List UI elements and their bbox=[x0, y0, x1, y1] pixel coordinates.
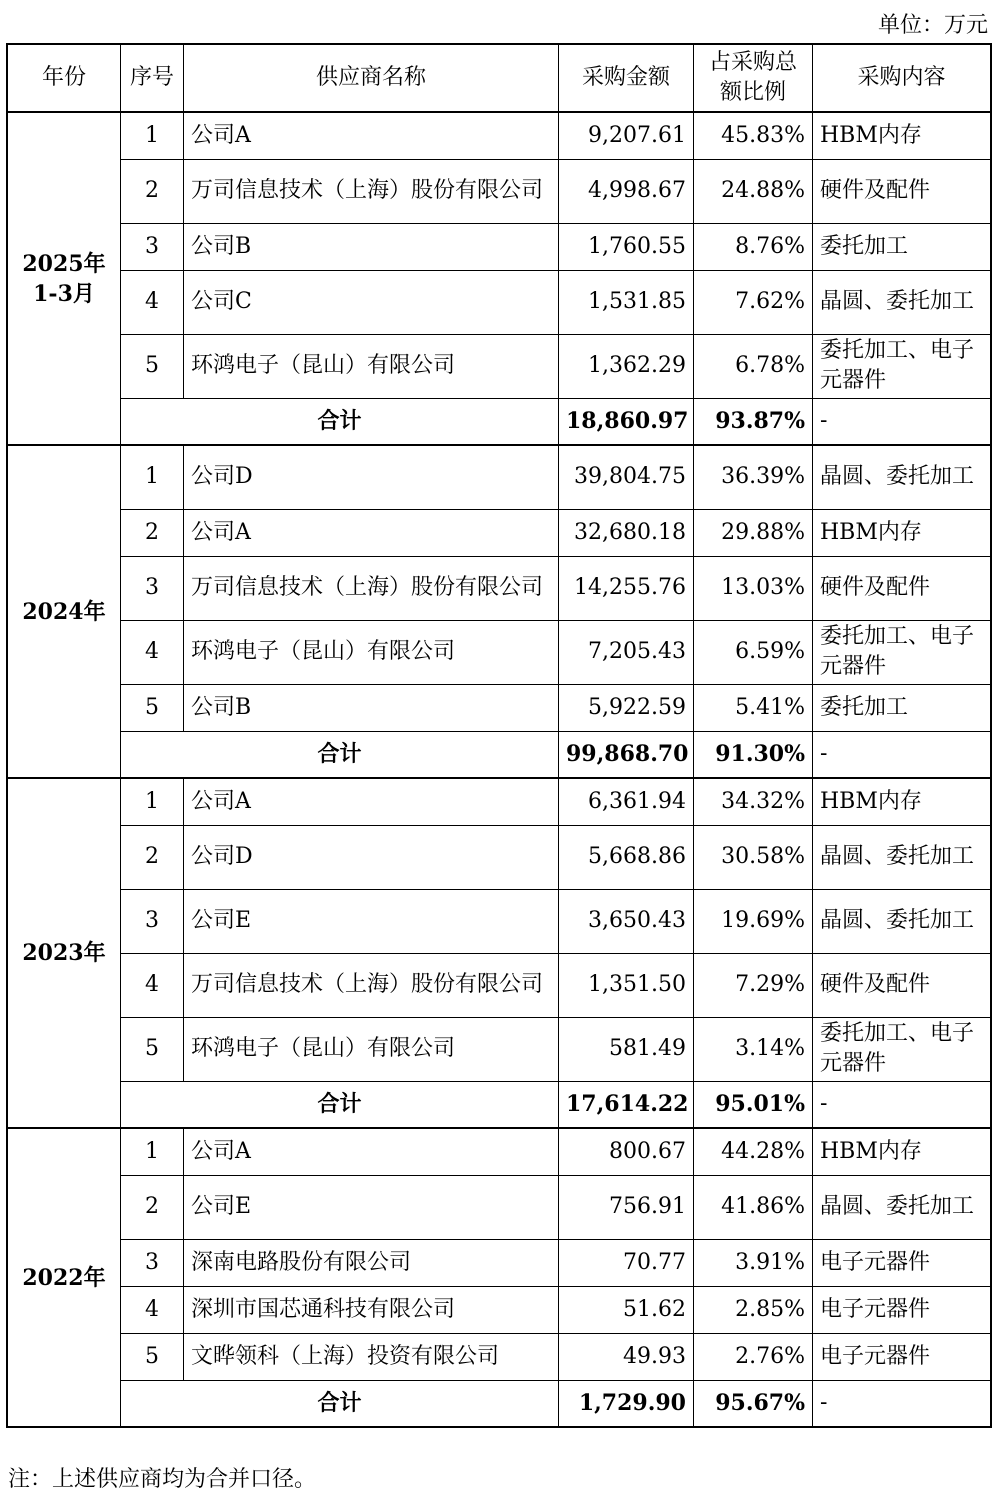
purchase-amount: 1,362.29 bbox=[559, 334, 694, 398]
year-cell: 2025年 1-3月 bbox=[7, 112, 121, 445]
supplier-name: 文晔领科（上海）投资有限公司 bbox=[184, 1333, 559, 1380]
total-row bbox=[7, 1081, 991, 1128]
purchase-pct: 44.28% bbox=[694, 1128, 813, 1175]
purchase-amount: 1,531.85 bbox=[559, 270, 694, 334]
purchase-pct: 7.62% bbox=[694, 270, 813, 334]
row-number: 2 bbox=[121, 509, 184, 556]
purchase-content: 电子元器件 bbox=[813, 1333, 992, 1380]
total-label: 合计 bbox=[121, 398, 559, 445]
purchase-pct: 6.78% bbox=[694, 334, 813, 398]
total-amount: 99,868.70 bbox=[559, 731, 694, 778]
supplier-name: 环鸿电子（昆山）有限公司 bbox=[184, 334, 559, 398]
supplier-name: 万司信息技术（上海）股份有限公司 bbox=[184, 953, 559, 1017]
purchase-amount: 581.49 bbox=[559, 1017, 694, 1081]
purchase-content: 电子元器件 bbox=[813, 1286, 992, 1333]
purchase-pct: 6.59% bbox=[694, 620, 813, 684]
total-content: - bbox=[813, 1081, 992, 1128]
row-number: 3 bbox=[121, 889, 184, 953]
supplier-name: 公司A bbox=[184, 778, 559, 825]
row-number: 4 bbox=[121, 620, 184, 684]
purchase-amount: 1,760.55 bbox=[559, 223, 694, 270]
row-number: 3 bbox=[121, 1239, 184, 1286]
purchase-amount: 3,650.43 bbox=[559, 889, 694, 953]
year-cell: 2022年 bbox=[7, 1128, 121, 1427]
total-label: 合计 bbox=[121, 1380, 559, 1427]
row-number: 2 bbox=[121, 159, 184, 223]
purchase-amount: 1,351.50 bbox=[559, 953, 694, 1017]
row-number: 5 bbox=[121, 684, 184, 731]
purchase-content: 电子元器件 bbox=[813, 1239, 992, 1286]
table-row bbox=[7, 620, 991, 684]
supplier-name: 公司E bbox=[184, 1175, 559, 1239]
table-row bbox=[7, 509, 991, 556]
table-row bbox=[7, 1175, 991, 1239]
header-amount: 采购金额 bbox=[559, 44, 694, 112]
purchase-pct: 19.69% bbox=[694, 889, 813, 953]
purchase-content: 硬件及配件 bbox=[813, 556, 992, 620]
purchase-content: HBM内存 bbox=[813, 509, 992, 556]
supplier-name: 万司信息技术（上海）股份有限公司 bbox=[184, 159, 559, 223]
supplier-name: 公司C bbox=[184, 270, 559, 334]
purchase-amount: 4,998.67 bbox=[559, 159, 694, 223]
purchase-content: 晶圆、委托加工 bbox=[813, 445, 992, 509]
row-number: 3 bbox=[121, 556, 184, 620]
purchase-content: HBM内存 bbox=[813, 1128, 992, 1175]
purchase-pct: 36.39% bbox=[694, 445, 813, 509]
purchase-amount: 756.91 bbox=[559, 1175, 694, 1239]
table-row bbox=[7, 556, 991, 620]
row-number: 4 bbox=[121, 1286, 184, 1333]
purchase-content: 硬件及配件 bbox=[813, 953, 992, 1017]
table-row bbox=[7, 825, 991, 889]
row-number: 4 bbox=[121, 953, 184, 1017]
purchase-amount: 7,205.43 bbox=[559, 620, 694, 684]
row-number: 2 bbox=[121, 825, 184, 889]
purchase-content: 晶圆、委托加工 bbox=[813, 825, 992, 889]
supplier-name: 环鸿电子（昆山）有限公司 bbox=[184, 1017, 559, 1081]
supplier-name: 公司D bbox=[184, 825, 559, 889]
supplier-name: 公司E bbox=[184, 889, 559, 953]
purchase-amount: 800.67 bbox=[559, 1128, 694, 1175]
header-name: 供应商名称 bbox=[184, 44, 559, 112]
purchase-content: 硬件及配件 bbox=[813, 159, 992, 223]
row-number: 1 bbox=[121, 778, 184, 825]
purchase-amount: 5,922.59 bbox=[559, 684, 694, 731]
table-row bbox=[7, 223, 991, 270]
row-number: 5 bbox=[121, 1017, 184, 1081]
purchase-content: 委托加工 bbox=[813, 684, 992, 731]
purchase-amount: 6,361.94 bbox=[559, 778, 694, 825]
row-number: 1 bbox=[121, 112, 184, 159]
supplier-name: 环鸿电子（昆山）有限公司 bbox=[184, 620, 559, 684]
total-content: - bbox=[813, 398, 992, 445]
header-pct: 占采购总额比例 bbox=[694, 44, 813, 112]
total-label: 合计 bbox=[121, 731, 559, 778]
supplier-name: 公司B bbox=[184, 684, 559, 731]
total-row bbox=[7, 731, 991, 778]
row-number: 4 bbox=[121, 270, 184, 334]
table-row bbox=[7, 112, 991, 159]
purchase-amount: 70.77 bbox=[559, 1239, 694, 1286]
row-number: 5 bbox=[121, 1333, 184, 1380]
supplier-name: 公司A bbox=[184, 509, 559, 556]
year-cell: 2023年 bbox=[7, 778, 121, 1128]
purchase-content: 委托加工、电子元器件 bbox=[813, 1017, 992, 1081]
table-row bbox=[7, 159, 991, 223]
table-row bbox=[7, 684, 991, 731]
total-amount: 17,614.22 bbox=[559, 1081, 694, 1128]
purchase-pct: 24.88% bbox=[694, 159, 813, 223]
table-row bbox=[7, 445, 991, 509]
purchase-content: 晶圆、委托加工 bbox=[813, 270, 992, 334]
unit-label: 单位：万元 bbox=[877, 13, 988, 38]
purchase-amount: 5,668.86 bbox=[559, 825, 694, 889]
table-row bbox=[7, 1128, 991, 1175]
table-row bbox=[7, 1239, 991, 1286]
row-number: 1 bbox=[121, 1128, 184, 1175]
purchase-pct: 3.91% bbox=[694, 1239, 813, 1286]
purchase-content: 委托加工、电子元器件 bbox=[813, 334, 992, 398]
purchase-pct: 34.32% bbox=[694, 778, 813, 825]
purchase-pct: 45.83% bbox=[694, 112, 813, 159]
table-row bbox=[7, 334, 991, 398]
purchase-amount: 9,207.61 bbox=[559, 112, 694, 159]
purchase-pct: 5.41% bbox=[694, 684, 813, 731]
purchase-amount: 39,804.75 bbox=[559, 445, 694, 509]
purchase-pct: 30.58% bbox=[694, 825, 813, 889]
total-label: 合计 bbox=[121, 1081, 559, 1128]
total-pct: 91.30% bbox=[694, 731, 813, 778]
total-row bbox=[7, 1380, 991, 1427]
purchase-pct: 7.29% bbox=[694, 953, 813, 1017]
total-pct: 93.87% bbox=[694, 398, 813, 445]
table-row bbox=[7, 778, 991, 825]
total-amount: 1,729.90 bbox=[559, 1380, 694, 1427]
purchase-pct: 8.76% bbox=[694, 223, 813, 270]
purchase-pct: 3.14% bbox=[694, 1017, 813, 1081]
purchase-amount: 49.93 bbox=[559, 1333, 694, 1380]
purchase-amount: 32,680.18 bbox=[559, 509, 694, 556]
purchase-content: 晶圆、委托加工 bbox=[813, 1175, 992, 1239]
header-no: 序号 bbox=[121, 44, 184, 112]
supplier-name: 深圳市国芯通科技有限公司 bbox=[184, 1286, 559, 1333]
table-row bbox=[7, 1286, 991, 1333]
purchase-content: 晶圆、委托加工 bbox=[813, 889, 992, 953]
purchase-content: 委托加工 bbox=[813, 223, 992, 270]
supplier-name: 深南电路股份有限公司 bbox=[184, 1239, 559, 1286]
supplier-name: 公司A bbox=[184, 112, 559, 159]
supplier-name: 公司A bbox=[184, 1128, 559, 1175]
purchase-amount: 14,255.76 bbox=[559, 556, 694, 620]
total-content: - bbox=[813, 1380, 992, 1427]
total-pct: 95.67% bbox=[694, 1380, 813, 1427]
table-row bbox=[7, 270, 991, 334]
purchase-pct: 29.88% bbox=[694, 509, 813, 556]
table-header-row bbox=[7, 44, 991, 112]
purchase-content: HBM内存 bbox=[813, 778, 992, 825]
supplier-purchase-table bbox=[6, 43, 992, 1428]
table-row bbox=[7, 889, 991, 953]
total-amount: 18,860.97 bbox=[559, 398, 694, 445]
purchase-pct: 2.85% bbox=[694, 1286, 813, 1333]
row-number: 1 bbox=[121, 445, 184, 509]
row-number: 5 bbox=[121, 334, 184, 398]
supplier-name: 万司信息技术（上海）股份有限公司 bbox=[184, 556, 559, 620]
table-row bbox=[7, 1333, 991, 1380]
table-row bbox=[7, 953, 991, 1017]
total-pct: 95.01% bbox=[694, 1081, 813, 1128]
supplier-name: 公司D bbox=[184, 445, 559, 509]
purchase-pct: 2.76% bbox=[694, 1333, 813, 1380]
purchase-pct: 41.86% bbox=[694, 1175, 813, 1239]
row-number: 2 bbox=[121, 1175, 184, 1239]
total-content: - bbox=[813, 731, 992, 778]
table-row bbox=[7, 1017, 991, 1081]
row-number: 3 bbox=[121, 223, 184, 270]
header-content: 采购内容 bbox=[813, 44, 992, 112]
total-row bbox=[7, 398, 991, 445]
purchase-content: HBM内存 bbox=[813, 112, 992, 159]
purchase-pct: 13.03% bbox=[694, 556, 813, 620]
header-year: 年份 bbox=[7, 44, 121, 112]
footnote: 注：上述供应商均为合并口径。 bbox=[8, 1467, 317, 1492]
supplier-name: 公司B bbox=[184, 223, 559, 270]
purchase-amount: 51.62 bbox=[559, 1286, 694, 1333]
year-cell: 2024年 bbox=[7, 445, 121, 778]
purchase-content: 委托加工、电子元器件 bbox=[813, 620, 992, 684]
